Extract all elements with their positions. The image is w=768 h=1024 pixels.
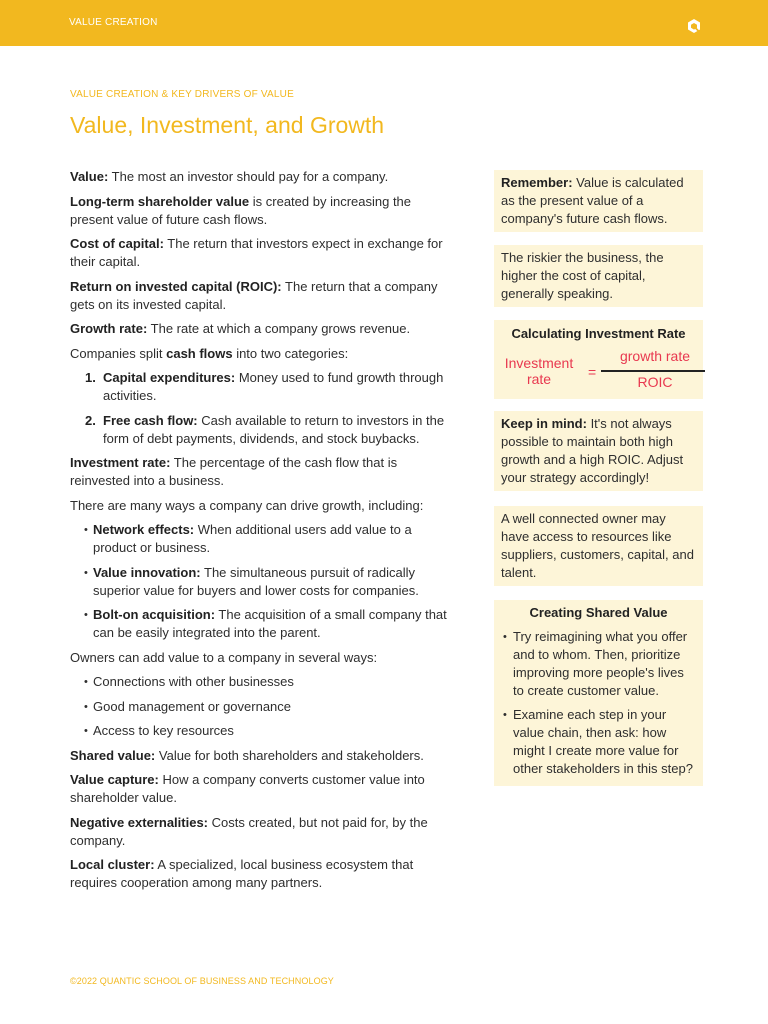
- cash-flow-intro: Companies split cash flows into two categories:: [70, 345, 349, 361]
- definition-cost-of-capital: Cost of capital: The return that investors expect in exchange for their capital.: [70, 236, 443, 269]
- definition-investment-rate: Investment rate: The percentage of the cash flow that is reinvested into a business.: [70, 455, 398, 488]
- definition-roic: Return on invested capital (ROIC): The return that a company gets on its invested capital.: [70, 278, 438, 312]
- callout-remember: Remember: Value is calculated as the present value of a company's future cash flows.: [494, 170, 703, 232]
- quantic-logo-icon: [686, 18, 702, 34]
- shared-value-list: [501, 628, 696, 778]
- header-bar: [0, 0, 768, 46]
- header-title: VALUE CREATION: [69, 17, 158, 28]
- footer-copyright: ©2022 QUANTIC SCHOOL OF BUSINESS AND TECHNOLOGY: [70, 976, 334, 986]
- formula-lhs: Investment rate: [504, 355, 574, 387]
- definition-value-capture: Value capture: How a company converts customer value into shareholder value.: [70, 772, 425, 805]
- shared-value-heading: Creating Shared Value: [529, 605, 668, 620]
- definition-local-cluster: Local cluster: A specialized, local business ecosystem that requires cooperation among many partners.: [70, 857, 414, 890]
- page-title: Value, Investment, and Growth: [70, 112, 385, 138]
- growth-ways-list: [70, 521, 450, 642]
- definition-growth-rate: Growth rate: The rate at which a company grows revenue.: [70, 321, 411, 336]
- cash-flow-categories: [70, 369, 450, 448]
- investment-rate-formula: [501, 349, 696, 395]
- list-item: • Value innovation: The simultaneous pursuit of radically superior value for buyers and lower costs for companies.: [70, 564, 450, 600]
- owners-intro: Owners can add value to a company in several ways:: [70, 649, 378, 665]
- formula-heading: Calculating Investment Rate: [511, 326, 686, 341]
- definition-negative-externalities: Negative externalities: Costs created, but not paid for, by the company.: [70, 814, 428, 848]
- list-item: • Network effects: When additional users add value to a product or business.: [70, 521, 450, 557]
- list-item: • Examine each step in your value chain, then ask: how might I create more value for other stakeholders in this step?: [501, 706, 696, 778]
- list-item: • Try reimagining what you offer and to whom. Then, prioritize improving more people's lives to create customer value.: [501, 628, 696, 700]
- section-eyebrow: VALUE CREATION & KEY DRIVERS OF VALUE: [70, 89, 294, 100]
- list-item: • Good management or governance: [70, 698, 450, 716]
- list-item: • Access to key resources: [70, 722, 450, 740]
- list-item: • Connections with other businesses: [70, 673, 450, 691]
- formula-numerator: growth rate: [619, 348, 691, 364]
- list-item: 1. Capital expenditures: Money used to fund growth through activities.: [85, 370, 444, 403]
- list-item: • Bolt-on acquisition: The acquisition of a small company that can be easily integrated into the parent.: [70, 606, 450, 642]
- fraction-bar: [601, 370, 705, 372]
- definition-value: Value: The most an investor should pay for a company.: [70, 169, 389, 184]
- list-item: 2. Free cash flow: Cash available to return to investors in the form of debt payments, dividends, and stock buybacks.: [85, 412, 445, 446]
- formula-denominator: ROIC: [637, 374, 673, 390]
- callout-keep-in-mind: Keep in mind: It's not always possible to maintain both high growth and a high ROIC. Adjust your strategy accordingly!: [494, 411, 703, 491]
- owner-ways-list: [70, 673, 450, 740]
- callout-investment-rate-formula: [494, 320, 703, 399]
- definition-long-term-value: Long-term shareholder value is created by increasing the present value of future cash flows.: [70, 193, 412, 227]
- growth-intro: There are many ways a company can drive growth, including:: [70, 497, 424, 513]
- callout-riskier: The riskier the business, the higher the cost of capital, generally speaking.: [494, 245, 703, 307]
- callout-creating-shared-value: [494, 600, 703, 786]
- definition-shared-value: Shared value: Value for both shareholders and stakeholders.: [70, 747, 424, 763]
- main-content: [70, 168, 450, 899]
- formula-equals: =: [588, 364, 597, 380]
- callout-owner-note: A well connected owner may have access to resources like suppliers, customers, capital, and talent.: [494, 506, 703, 586]
